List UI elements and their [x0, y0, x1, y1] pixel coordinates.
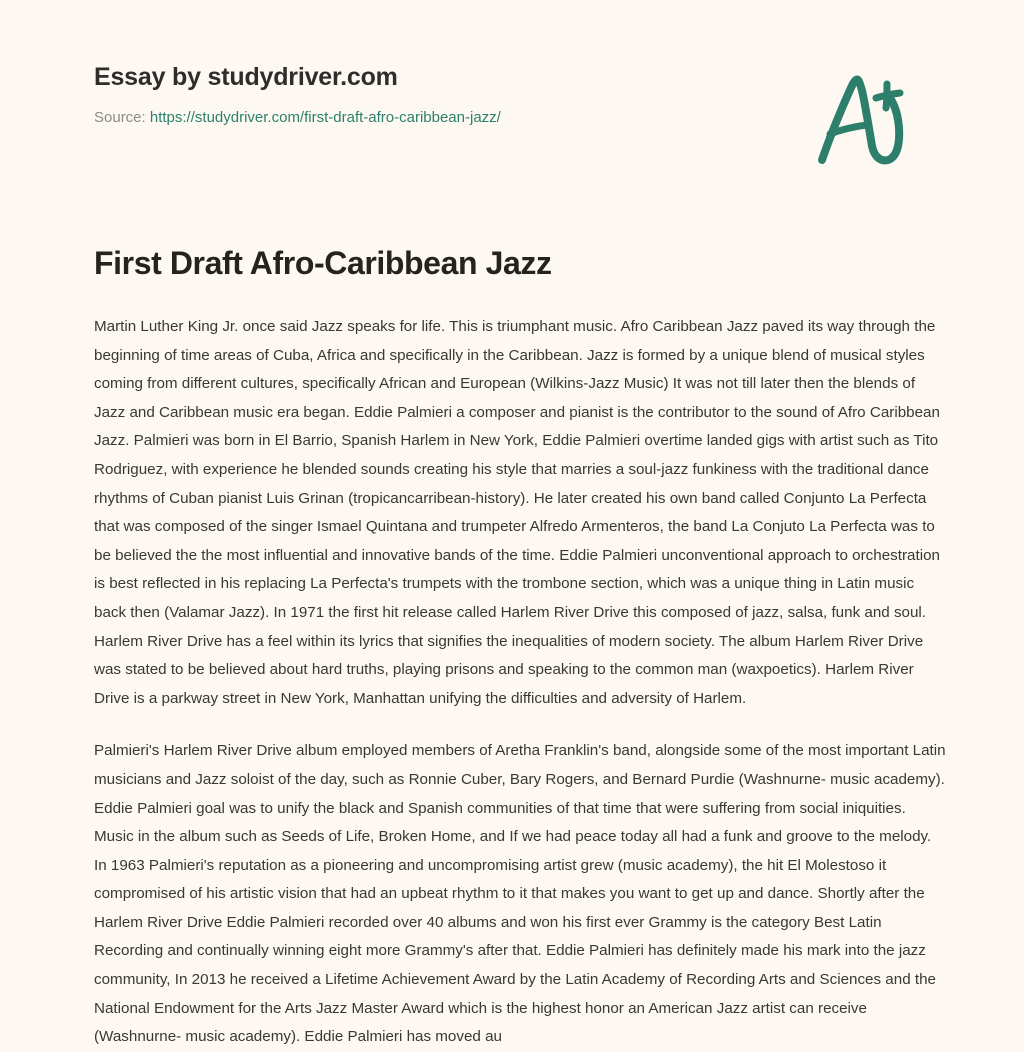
paragraph: Martin Luther King Jr. once said Jazz speaks for life. This is triumphant music. Afro Caribbean Jazz paved its way through the beginning of time areas of Cuba, Africa and specifically in the Caribbean. Jazz is formed by a unique blend of musical styles coming from different cultures, specifically African and European (Wilkins-Jazz Music) It was not till later then the blends of Jazz and Caribbean music era began. Eddie Palmieri a composer and pianist is the contributor to the sound of Afro Caribbean Jazz. Palmieri was born in El Barrio, Spanish Harlem in New York, Eddie Palmieri overtime landed gigs with artist such as Tito Rodriguez, with experience he blended sounds creating his style that marries a soul-jazz funkiness with the traditional dance rhythms of Cuban pianist Luis Grinan (tropicancarribean-history). He later created his own band called Conjunto La Perfecta that was composed of the singer Ismael Quintana and trumpeter Alfredo Armenteros, the band La Conjuto La Perfecta was to be believed the the most influential and innovative bands of the time. Eddie Palmieri unconventional approach to orchestration is best reflected in his replacing La Perfecta's trumpets with the trombone section, which was a unique thing in Latin music back then (Valamar Jazz). In 1971 the first hit release called Harlem River Drive this composed of jazz, salsa, funk and soul. Harlem River Drive has a feel within its lyrics that signifies the inequalities of modern society. The album Harlem River Drive was stated to be believed about hard truths, playing prisons and speaking to the common man (waxpoetics). Harlem River Drive is a parkway street in New York, Manhattan unifying the difficulties and adversity of Harlem.: [94, 318, 940, 707]
source-url-link[interactable]: https://studydriver.com/first-draft-afro-caribbean-jazz/: [149, 109, 501, 126]
essay-by-heading: Essay by studydriver.com: [94, 63, 398, 91]
a-plus-logo-icon: [812, 68, 912, 168]
page-title: First Draft Afro-Caribbean Jazz: [94, 245, 552, 281]
essay-body: [94, 313, 948, 1052]
source-label: Source:: [94, 109, 146, 126]
paragraph: Palmieri's Harlem River Drive album employed members of Aretha Franklin's band, alongside some of the most important Latin musicians and Jazz soloist of the day, such as Ronnie Cuber, Bary Rogers, and Bernard Purdie (Washnurne- music academy). Eddie Palmieri goal was to unify the black and Spanish communities of that time that were suffering from social iniquities. Music in the album such as Seeds of Life, Broken Home, and If we had peace today all had a funk and groove to the melody. In 1963 Palmieri's reputation as a pioneering and uncompromising artist grew (music academy), the hit El Molestoso it compromised of his artistic vision that had an upbeat rhythm to it that makes you want to get up and dance. Shortly after the Harlem River Drive Eddie Palmieri recorded over 40 albums and won his first ever Grammy is the category Best Latin Recording and continually winning eight more Grammy's after that. Eddie Palmieri has definitely made his mark into the jazz community, In 2013 he received a Lifetime Achievement Award by the Latin Academy of Recording Arts and Sciences and the National Endowment for the Arts Jazz Master Award which is the highest honor an American Jazz artist can receive (Washnurne- music academy). Eddie Palmieri has moved au: [94, 742, 946, 1046]
